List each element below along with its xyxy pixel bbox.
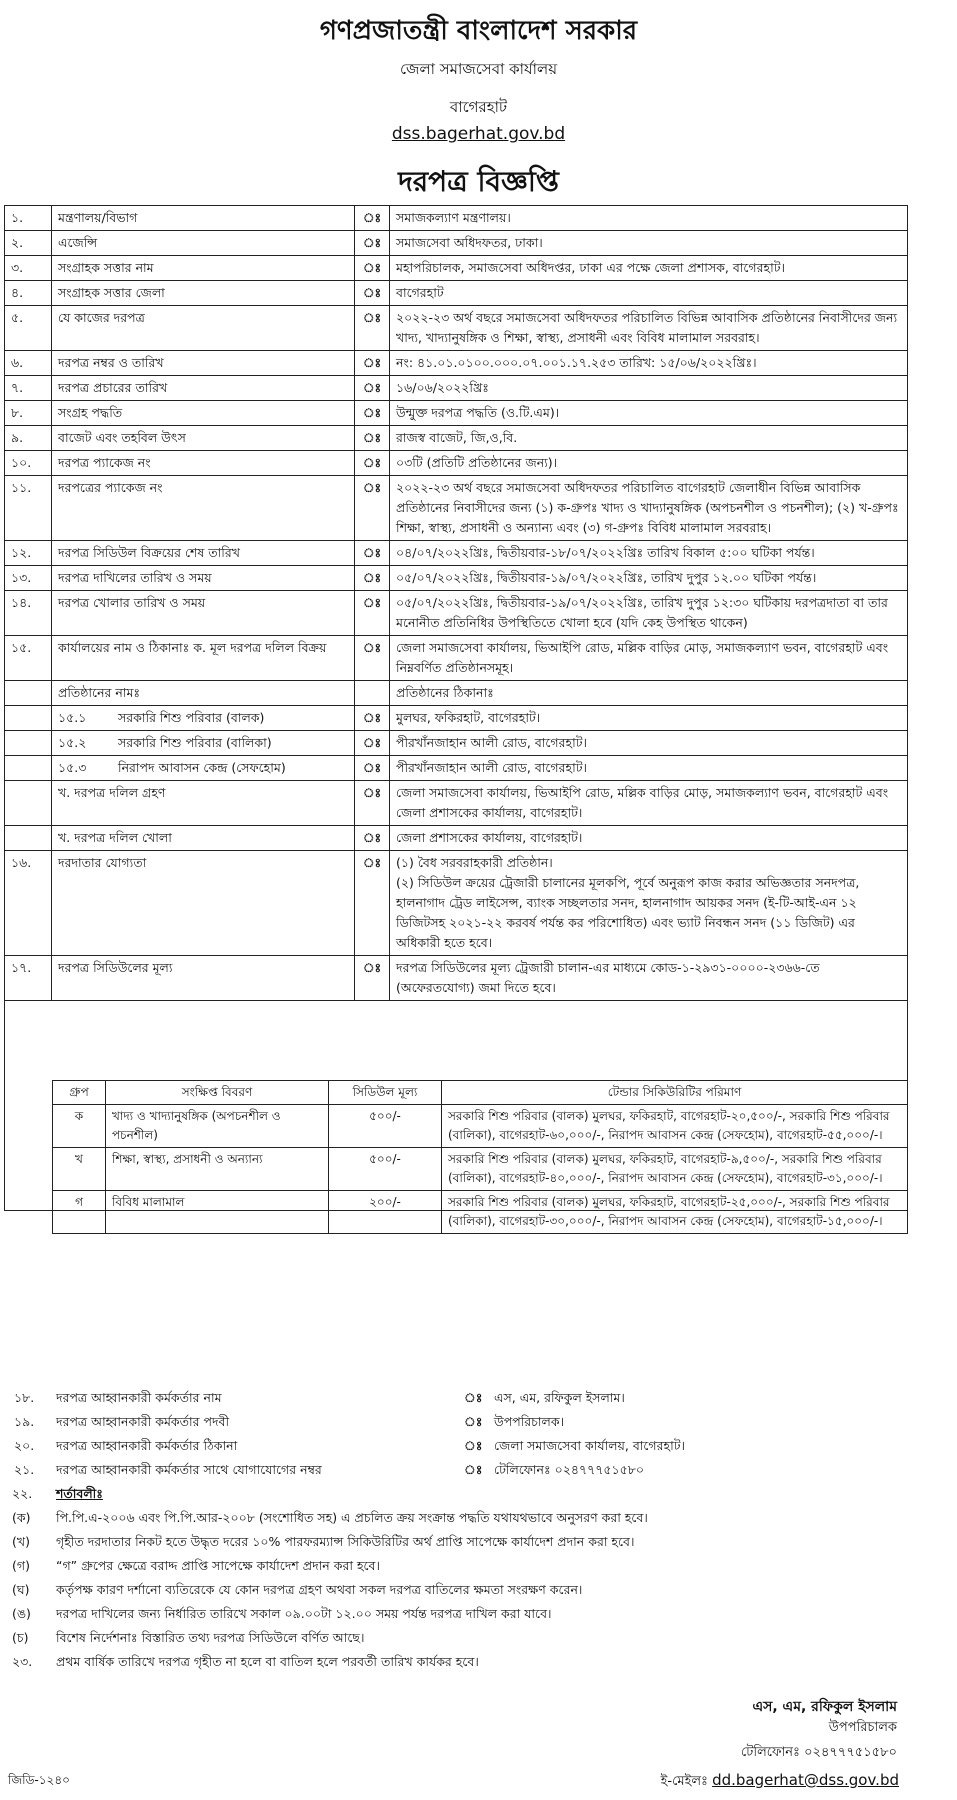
row-value: উপপরিচালক। <box>494 1414 565 1429</box>
schedule-description: শিক্ষা, স্বাস্থ্য, প্রসাধনী ও অন্যান্য <box>106 1148 329 1191</box>
tender-row <box>5 566 908 591</box>
row-number: ১৭. <box>5 956 52 1001</box>
condition-text: প্রথম বার্ষিক তারিখে দরপত্র গৃহীত না হলে বা বাতিল হলে পরবর্তী তারিখ কার্যকর হবে। <box>56 1654 479 1669</box>
institution-address: মুলঘর, ফকিরহাট, বাগেরহাট। <box>390 706 908 731</box>
institution-address-header: প্রতিষ্ঠানের ঠিকানাঃ <box>390 681 908 706</box>
row-value: ০৫/০৭/২০২২খ্রিঃ, দ্বিতীয়বার-১৯/০৭/২০২২খ্রিঃ, তারিখ দুপুর ১২.০০ ঘটিকা পর্যন্ত। <box>390 566 908 591</box>
district-name: বাগেরহাট <box>449 98 508 116</box>
row-number: ১. <box>5 206 52 231</box>
condition-text: বিশেষ নির্দেশনাঃ বিস্তারিত তথ্য দরপত্র সিডিউলে বর্ণিত আছে। <box>56 1630 365 1645</box>
row-label: সংগ্রহ পদ্ধতি <box>52 401 355 426</box>
row-colon: ঃ <box>355 351 390 376</box>
tender-row <box>5 541 908 566</box>
row-number <box>5 826 52 851</box>
tender-security: সরকারি শিশু পরিবার (বালক) মুলঘর, ফকিরহাট, বাগেরহাট-৯,৫০০/-, সরকারি শিশু পরিবার (বালিকা), বাগেরহাট-৪০,০০০/-, নিরাপদ আবাসন কেন্দ্র (সেফহোম), বাগেরহাট-৩১,০০০/-। <box>442 1148 908 1191</box>
institution-row <box>5 756 908 781</box>
eligibility-1: (১) বৈধ সরবরাহকারী প্রতিষ্ঠান। <box>396 855 553 870</box>
institution-number: ১৫.৩ <box>58 760 87 775</box>
tender-info-table <box>4 205 908 1211</box>
schedule-row <box>53 1105 908 1148</box>
eligibility-2: (২) সিডিউল ক্রয়ের ট্রেজারী চালানের মূলকপি, পূর্বে অনুরূপ কাজ করার অভিজ্ঞতার সনদপত্র, হালনাগাদ ট্রেড লাইসেন্স, ব্যাংক সচ্ছলতার সনদ, হালনাগাদ আয়কর সনদ (ই-টি-আই-এন ১২ ডিজিটসহ ২০২১-২২ করবর্ষ পর্যন্ত কর পরিশোধিত) এবং ভ্যাট নিবন্ধন সনদ (১১ ডিজিট) এর অধিকারী হতে হবে। <box>396 875 860 950</box>
website-link[interactable]: dss.bagerhat.gov.bd <box>391 124 566 144</box>
tender-row <box>5 376 908 401</box>
row-number: ৭. <box>5 376 52 401</box>
schedule-row <box>53 1148 908 1191</box>
row-value: নং: ৪১.০১.০১০০.০০০.০৭.০০১.১৭.২৫৩ তারিখ: ১৫/০৬/২০২২খ্রিঃ। <box>390 351 908 376</box>
row-colon: ঃ <box>355 956 390 1001</box>
schedule-price: ৫০০/- <box>329 1148 442 1191</box>
row-value: বাগেরহাট <box>390 281 908 306</box>
row-label: দরপত্র আহ্বানকারী কর্মকর্তার পদবী <box>56 1414 230 1429</box>
signatory-phone: টেলিফোনঃ ০২৪৭৭৭৫১৫৮০ <box>741 1745 897 1760</box>
condition-text: “গ” গ্রুপের ক্ষেত্রে বরাদ্দ প্রাপ্তি সাপেক্ষে কার্যাদেশ প্রদান করা হবে। <box>56 1558 380 1573</box>
row-number: ৩. <box>5 256 52 281</box>
row-value: মহাপরিচালক, সমাজসেবা অধিদপ্তর, ঢাকা এর পক্ষে জেলা প্রশাসক, বাগেরহাট। <box>390 256 908 281</box>
row-value: জেলা সমাজসেবা কার্যালয়, ভিআইপি রোড, মল্লিক বাড়ির মোড়, সমাজকল্যাণ ভবন, বাগেরহাট এবং জেলা প্রশাসকের কার্যালয়, বাগেরহাট। <box>390 781 908 826</box>
row-value: ১৬/০৬/২০২২খ্রিঃ <box>390 376 908 401</box>
row-number: ১৬. <box>5 851 52 956</box>
institution-address: পীরখাঁনজাহান আলী রোড, বাগেরহাট। <box>390 731 908 756</box>
condition-key: (খ) <box>12 1534 30 1549</box>
row-colon: ঃ <box>464 1414 483 1429</box>
row-label: সংগ্রাহক সত্তার নাম <box>52 256 355 281</box>
row-colon: ঃ <box>464 1462 483 1477</box>
row-colon: ঃ <box>464 1390 483 1405</box>
row-colon: ঃ <box>355 231 390 256</box>
row-value: ০৪/০৭/২০২২খ্রিঃ, দ্বিতীয়বার-১৮/০৭/২০২২খ্রিঃ তারিখ বিকাল ৫:০০ ঘটিকা পর্যন্ত। <box>390 541 908 566</box>
row-label: দরপত্র দাখিলের তারিখ ও সময় <box>52 566 355 591</box>
row-colon: ঃ <box>355 206 390 231</box>
row-label: দরপত্র প্যাকেজ নং <box>52 451 355 476</box>
row-label: দরপত্র প্রচারের তারিখ <box>52 376 355 401</box>
tender-security: সরকারি শিশু পরিবার (বালক) মুলঘর, ফকিরহাট, বাগেরহাট-২৫,০০০/-, সরকারি শিশু পরিবার (বালিকা), বাগেরহাট-৩০,০০০/-, নিরাপদ আবাসন কেন্দ্র (সেফহোম), বাগেরহাট-১৫,০০০/-। <box>442 1191 908 1234</box>
tender-row <box>5 826 908 851</box>
row-colon: ঃ <box>355 376 390 401</box>
row-colon: ঃ <box>355 566 390 591</box>
row-colon: ঃ <box>355 826 390 851</box>
header-group: গ্রুপ <box>53 1081 106 1105</box>
schedule-group: গ <box>53 1191 106 1234</box>
tender-row <box>5 401 908 426</box>
institution-name <box>52 706 355 731</box>
row-colon: ঃ <box>355 731 390 756</box>
row-value: উন্মুক্ত দরপত্র পদ্ধতি (ও.টি.এম)। <box>390 401 908 426</box>
row-colon: ঃ <box>355 706 390 731</box>
row-label: বাজেট এবং তহবিল উৎস <box>52 426 355 451</box>
row-value: জেলা প্রশাসকের কার্যালয়, বাগেরহাট। <box>390 826 908 851</box>
row-label: এজেন্সি <box>52 231 355 256</box>
notice-title: দরপত্র বিজ্ঞপ্তি <box>398 165 559 198</box>
tender-row <box>5 956 908 1001</box>
schedule-description: বিবিধ মালামাল <box>106 1191 329 1234</box>
schedule-row <box>53 1191 908 1234</box>
institution-row <box>5 706 908 731</box>
email-address[interactable]: dd.bagerhat@dss.gov.bd <box>712 1771 899 1789</box>
row-number: ১৩. <box>5 566 52 591</box>
tender-row <box>5 306 908 351</box>
tender-row <box>5 231 908 256</box>
institution-name-header: প্রতিষ্ঠানের নামঃ <box>52 681 355 706</box>
header-tender-security: টেন্ডার সিকিউরিটির পরিমাণ <box>442 1081 908 1105</box>
condition-key: (ঘ) <box>12 1582 30 1597</box>
schedule-group: খ <box>53 1148 106 1191</box>
tender-row <box>5 426 908 451</box>
tender-row <box>5 851 908 956</box>
row-label: দরপত্র আহ্বানকারী কর্মকর্তার নাম <box>56 1390 222 1405</box>
row-value <box>390 851 908 956</box>
tender-row <box>5 206 908 231</box>
row-number: ১০. <box>5 451 52 476</box>
row-number: ২১. <box>14 1462 35 1477</box>
row-label: দরপত্র খোলার তারিখ ও সময় <box>52 591 355 636</box>
row-label: দরপত্র নম্বর ও তারিখ <box>52 351 355 376</box>
empty-cell <box>5 756 52 781</box>
institution-name-text: সরকারি শিশু পরিবার (বালক) <box>118 710 265 725</box>
row-number: ১৮. <box>14 1390 35 1405</box>
row-number: ১১. <box>5 476 52 541</box>
row-value: ২০২২-২৩ অর্থ বছরে সমাজসেবা অধিদফতর পরিচালিত বাগেরহাট জেলাধীন বিভিন্ন আবাসিক প্রতিষ্ঠানের নিবাসীদের জন্য (১) ক-গ্রুপঃ খাদ্য ও খাদ্যানুষঙ্গিক (অপচনশীল ও পচনশীল); (২) খ-গ্রুপঃ শিক্ষা, স্বাস্থ্য, প্রসাধনী ও অন্যান্য এবং (৩) গ-গ্রুপঃ বিবিধ মালামাল সরবরাহ। <box>390 476 908 541</box>
row-value: সমাজসেবা অধিদফতর, ঢাকা। <box>390 231 908 256</box>
header-description: সংক্ষিপ্ত বিবরণ <box>106 1081 329 1105</box>
tender-row <box>5 451 908 476</box>
schedule-price-table <box>52 1080 908 1234</box>
tender-row <box>5 591 908 636</box>
row-colon: ঃ <box>355 401 390 426</box>
institution-number: ১৫.১ <box>58 710 87 725</box>
row-value: জেলা সমাজসেবা কার্যালয়, ভিআইপি রোড, মল্লিক বাড়ির মোড়, সমাজকল্যাণ ভবন, বাগেরহাট এবং নিম্নবর্ণিত প্রতিষ্ঠানসমূহ। <box>390 636 908 681</box>
row-number: ৪. <box>5 281 52 306</box>
row-colon: ঃ <box>355 851 390 956</box>
row-colon: ঃ <box>355 756 390 781</box>
schedule-group: ক <box>53 1105 106 1148</box>
condition-text: গৃহীত দরদাতার নিকট হতে উদ্ধৃত দরের ১০% পারফরম্যান্স সিকিউরিটির অর্থ প্রাপ্তি সাপেক্ষে কার্যাদেশ প্রদান করা হবে। <box>56 1534 635 1549</box>
row-colon: ঃ <box>355 256 390 281</box>
row-number: ৬. <box>5 351 52 376</box>
row-colon: ঃ <box>355 306 390 351</box>
empty-cell <box>5 681 52 706</box>
condition-key: (ঙ) <box>12 1606 31 1621</box>
row-label: যে কাজের দরপত্র <box>52 306 355 351</box>
row-colon: ঃ <box>355 636 390 681</box>
memo-number: জিডি-১২৪০ <box>8 1773 70 1787</box>
row-label: সংগ্রাহক সত্তার জেলা <box>52 281 355 306</box>
row-colon: ঃ <box>355 541 390 566</box>
condition-text: পি.পি.এ-২০০৬ এবং পি.পি.আর-২০০৮ (সংশোধিত সহ) এ প্রচলিত ক্রয় সংক্রান্ত পদ্ধতি যথাযথভাবে অনুসরণ করা হবে। <box>56 1510 648 1525</box>
row-value: দরপত্র সিডিউলের মূল্য ট্রেজারী চালান-এর মাধ্যমে কোড-১-২৯৩১-০০০০-২৩৬৬-তে (অফেরতযোগ্য) জমা দিতে হবে। <box>390 956 908 1001</box>
row-value: এস, এম, রফিকুল ইসলাম। <box>494 1390 625 1405</box>
tender-row <box>5 256 908 281</box>
row-colon: ঃ <box>355 426 390 451</box>
row-value: সমাজকল্যাণ মন্ত্রণালয়। <box>390 206 908 231</box>
tender-row <box>5 636 908 681</box>
institution-address: পীরখাঁনজাহান আলী রোড, বাগেরহাট। <box>390 756 908 781</box>
email-label: ই-মেইলঃ <box>660 1774 708 1789</box>
row-label: খ. দরপত্র দলিল খোলা <box>52 826 355 851</box>
row-value: ২০২২-২৩ অর্থ বছরে সমাজসেবা অধিদফতর পরিচালিত বিভিন্ন আবাসিক প্রতিষ্ঠানের নিবাসীদের জন্য খাদ্য, খাদ্যানুষঙ্গিক ও শিক্ষা, স্বাস্থ্য, প্রসাধনী এবং বিবিধ মালামাল সরবরাহ। <box>390 306 908 351</box>
row-label: দরপত্রের প্যাকেজ নং <box>52 476 355 541</box>
condition-text: কর্তৃপক্ষ কারণ দর্শানো ব্যতিরেকে যে কোন দরপত্র গ্রহণ অথবা সকল দরপত্র বাতিলের ক্ষমতা সংরক্ষণ করেন। <box>56 1582 583 1597</box>
empty-cell <box>5 731 52 756</box>
row-number: ২. <box>5 231 52 256</box>
institution-name <box>52 756 355 781</box>
row-label: খ. দরপত্র দলিল গ্রহণ <box>52 781 355 826</box>
condition-key: (চ) <box>12 1630 29 1645</box>
row-label: দরদাতার যোগ্যতা <box>52 851 355 956</box>
row-colon: ঃ <box>355 451 390 476</box>
row-colon: ঃ <box>355 476 390 541</box>
row-number: ২০. <box>14 1438 35 1453</box>
row-label: দরপত্র সিডিউল বিক্রয়ের শেষ তারিখ <box>52 541 355 566</box>
institution-name-text: নিরাপদ আবাসন কেন্দ্র (সেফহোম) <box>118 760 286 775</box>
row-value: ০৫/০৭/২০২২খ্রিঃ, দ্বিতীয়বার-১৯/০৭/২০২২খ্রিঃ, তারিখ দুপুর ১২:৩০ ঘটিকায় দরপত্রদাতা বা তার মনোনীত প্রতিনিধির উপস্থিতিতে খোলা হবে (যদি কেহ উপস্থিত থাকেন) <box>390 591 908 636</box>
government-title: গণপ্রজাতন্ত্রী বাংলাদেশ সরকার <box>319 16 638 46</box>
empty-cell <box>5 706 52 731</box>
row-number: ৮. <box>5 401 52 426</box>
schedule-description: খাদ্য ও খাদ্যানুষঙ্গিক (অপচনশীল ও পচনশীল) <box>106 1105 329 1148</box>
row-colon: ঃ <box>355 591 390 636</box>
institution-name <box>52 731 355 756</box>
row-number: ১৯. <box>14 1414 35 1429</box>
condition-key: ২৩. <box>12 1654 33 1669</box>
row-colon: ঃ <box>355 281 390 306</box>
row-label: মন্ত্রণালয়/বিভাগ <box>52 206 355 231</box>
row-value: টেলিফোনঃ ০২৪৭৭৭৫১৫৮০ <box>494 1462 644 1477</box>
signatory-email[interactable] <box>661 1771 899 1793</box>
row-colon: ঃ <box>464 1438 483 1453</box>
tender-row <box>5 281 908 306</box>
row-number: ৫. <box>5 306 52 351</box>
conditions-title: শর্তাবলীঃ <box>56 1486 103 1501</box>
institution-header-row <box>5 681 908 706</box>
tender-row <box>5 351 908 376</box>
row-label: দরপত্র আহ্বানকারী কর্মকর্তার ঠিকানা <box>56 1438 238 1453</box>
row-value: জেলা সমাজসেবা কার্যালয়, বাগেরহাট। <box>494 1438 685 1453</box>
tender-row <box>5 476 908 541</box>
condition-key: (গ) <box>12 1558 30 1573</box>
row-label: কার্যালয়ের নাম ও ঠিকানাঃ ক. মূল দরপত্র দলিল বিক্রয় <box>52 636 355 681</box>
condition-text: দরপত্র দাখিলের জন্য নির্ধারিত তারিখে সকাল ০৯.০০টা ১২.০০ সময় পর্যন্ত দরপত্র দাখিল করা যাবে। <box>56 1606 552 1621</box>
schedule-price: ৫০০/- <box>329 1105 442 1148</box>
signatory-name: এস, এম, রফিকুল ইসলাম <box>752 1699 897 1715</box>
tender-row <box>5 781 908 826</box>
condition-key: (ক) <box>12 1510 31 1525</box>
conditions-number: ২২. <box>12 1486 33 1501</box>
row-number: ৯. <box>5 426 52 451</box>
schedule-price: ২০০/- <box>329 1191 442 1234</box>
schedule-header-row <box>53 1081 908 1105</box>
row-number: ১৫. <box>5 636 52 681</box>
empty-cell <box>355 681 390 706</box>
signatory-designation: উপপরিচালক <box>828 1720 897 1735</box>
tender-security: সরকারি শিশু পরিবার (বালক) মুলঘর, ফকিরহাট, বাগেরহাট-২০,৫০০/-, সরকারি শিশু পরিবার (বালিকা), বাগেরহাট-৬০,০০০/-, নিরাপদ আবাসন কেন্দ্র (সেফহোম), বাগেরহাট-৫৫,০০০/-। <box>442 1105 908 1148</box>
row-value: রাজস্ব বাজেট, জি,ও,বি. <box>390 426 908 451</box>
header-schedule-price: সিডিউল মূল্য <box>329 1081 442 1105</box>
row-number <box>5 781 52 826</box>
institution-name-text: সরকারি শিশু পরিবার (বালিকা) <box>118 735 272 750</box>
institution-number: ১৫.২ <box>58 735 87 750</box>
row-value: ০৩টি (প্রতিটি প্রতিষ্ঠানের জন্য)। <box>390 451 908 476</box>
row-label: দরপত্র আহ্বানকারী কর্মকর্তার সাথে যোগাযোগের নম্বর <box>56 1462 322 1477</box>
row-label: দরপত্র সিডিউলের মূল্য <box>52 956 355 1001</box>
office-name: জেলা সমাজসেবা কার্যালয় <box>399 60 558 78</box>
row-colon: ঃ <box>355 781 390 826</box>
row-number: ১৪. <box>5 591 52 636</box>
row-number: ১২. <box>5 541 52 566</box>
institution-row <box>5 731 908 756</box>
